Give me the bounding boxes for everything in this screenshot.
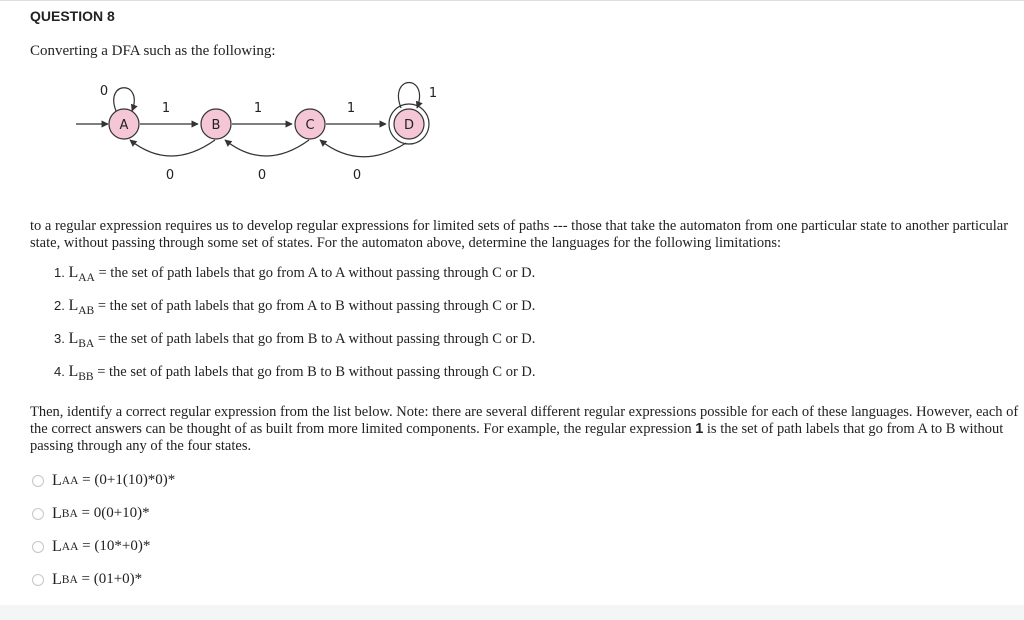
instructions-paragraph: Then, identify a correct regular expression from the list below. Note: there are several different regular expressions possible for each of these languages. However, each of the correct answers can be thought of as built from more limited components. For example, the regular expression 1 is the set of path labels that go from A to B without passing through any of the four states. [30, 404, 1019, 454]
dfa-edge-label-c-d: 1 [346, 101, 356, 116]
dfa-edge-label-b-a: 0 [165, 168, 175, 183]
radio-button[interactable] [32, 475, 44, 487]
dfa-state-label-c: C [305, 118, 315, 133]
radio-button[interactable] [32, 574, 44, 586]
answer-option[interactable]: L AA = (0+1(10)*0)* [32, 464, 175, 497]
dfa-loop-label-a: 0 [99, 84, 109, 99]
dfa-edge-d-c [320, 140, 406, 157]
radio-button[interactable] [32, 508, 44, 520]
dfa-diagram [70, 80, 460, 190]
answer-option[interactable]: L AA = (10*+0)* [32, 530, 175, 563]
dfa-edge-label-a-b: 1 [161, 101, 171, 116]
intro-text: Converting a DFA such as the following: [30, 43, 276, 59]
dfa-edge-label-b-c: 1 [253, 101, 263, 116]
limitation-item: 3. $L_{BA}$ = the set of path labels that go from B to A without passing through C or D. [54, 330, 536, 350]
dfa-edge-b-a [130, 140, 215, 156]
radio-button[interactable] [32, 541, 44, 553]
dfa-state-label-d: D [403, 118, 415, 133]
dfa-loop-label-d: 1 [428, 86, 438, 101]
question-header: QUESTION 8 [30, 8, 115, 24]
answer-options [32, 464, 175, 596]
problem-paragraph: to a regular expression requires us to develop regular expressions for limited sets of paths --- those that take the automaton from one particular state to another particular state, without passing through some set of states. For the automaton above, determine the languages for the following limitations: [30, 218, 1009, 251]
limitation-item: 1. $L_{AA}$ = the set of path labels that go from A to A without passing through C or D. [54, 264, 536, 284]
limitation-item: 4. $L_{BB}$ = the set of path labels that go from B to B without passing through C or D. [54, 363, 536, 383]
answer-option[interactable]: L BA = (01+0)* [32, 563, 175, 596]
dfa-state-label-b: B [211, 118, 221, 133]
dfa-edge-label-c-b: 0 [257, 168, 267, 183]
top-divider [0, 0, 1024, 1]
limitation-item: 2. $L_{AB}$ = the set of path labels that go from A to B without passing through C or D. [54, 297, 536, 317]
dfa-state-label-a: A [119, 118, 129, 133]
dfa-edge-label-d-c: 0 [352, 168, 362, 183]
answer-option[interactable]: L BA = 0(0+10)* [32, 497, 175, 530]
limitations-list [54, 264, 536, 396]
dfa-loop-a [114, 88, 135, 111]
bottom-bar [0, 605, 1024, 620]
dfa-edge-c-b [225, 140, 309, 156]
